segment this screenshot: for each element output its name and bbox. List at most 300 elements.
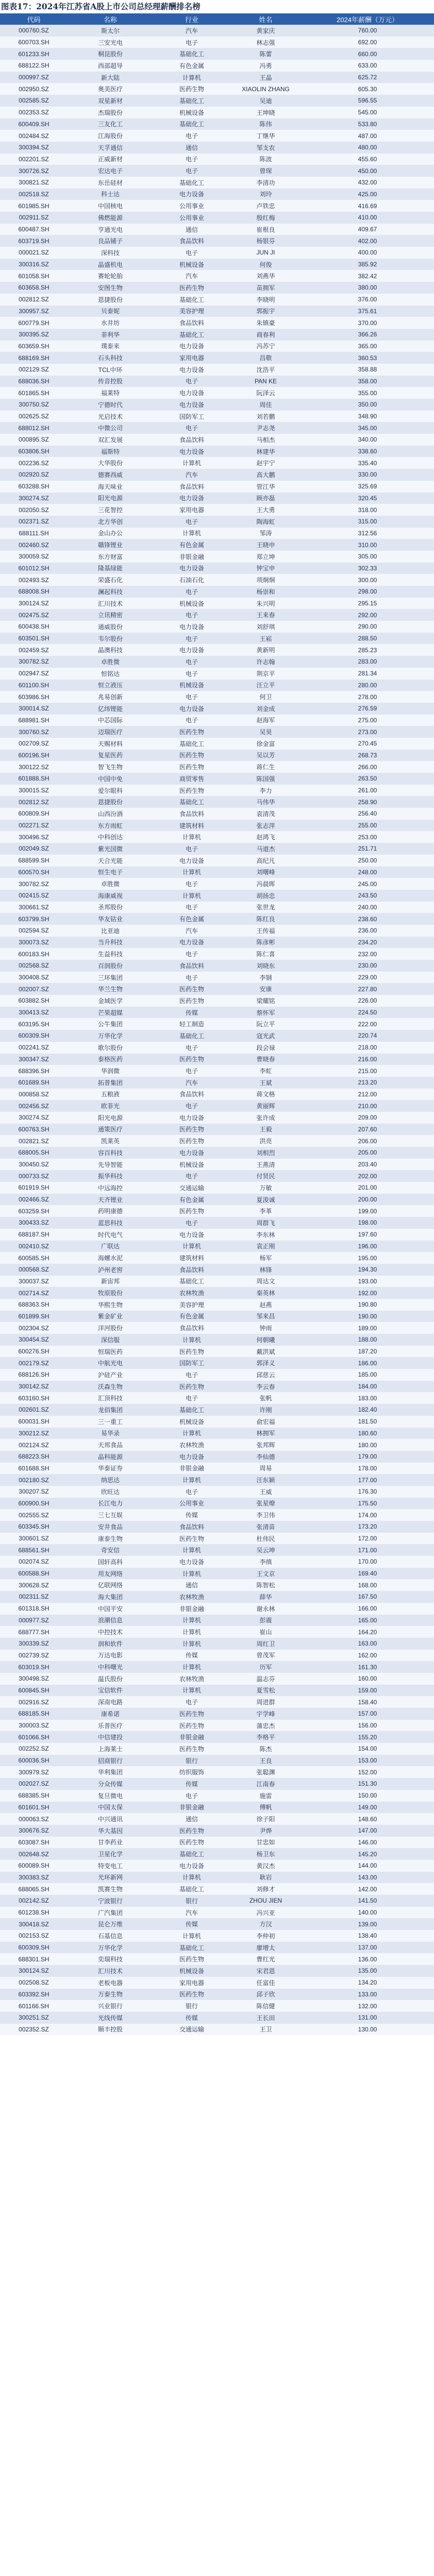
- cell-salary: 152.00: [358, 1768, 377, 1776]
- cell-name: 山西汾酒: [97, 810, 123, 818]
- cell-person: 郭泽义: [256, 1360, 275, 1367]
- cell-industry: 电子: [185, 39, 198, 46]
- cell-code: 600031.SH: [18, 1418, 49, 1426]
- cell-person: 刘相烈: [256, 1149, 275, 1157]
- table-row: [0, 1474, 434, 1486]
- cell-name: 昆仑万维: [97, 1921, 123, 1928]
- table-row: [0, 1357, 434, 1369]
- cell-code: 600036.SH: [18, 1757, 49, 1765]
- cell-salary: 151.30: [358, 1780, 377, 1788]
- cell-person: 秦英林: [256, 1290, 275, 1297]
- cell-salary: 134.20: [358, 1979, 377, 1987]
- cell-person: 管江华: [256, 483, 275, 490]
- cell-code: 002493.SZ: [19, 576, 49, 584]
- cell-salary: 545.00: [358, 109, 377, 116]
- table-row: [0, 2024, 434, 2036]
- cell-salary: 181.50: [358, 1418, 377, 1426]
- cell-code: 002508.SZ: [19, 1979, 49, 1987]
- cell-person: 张世龙: [256, 904, 275, 911]
- cell-salary: 330.00: [358, 471, 377, 479]
- cell-salary: 230.00: [358, 962, 377, 970]
- cell-name: 北方华创: [97, 518, 123, 526]
- cell-name: 芒果超媒: [97, 1009, 123, 1016]
- cell-salary: 165.00: [358, 1616, 377, 1624]
- cell-code: 600779.SH: [18, 319, 49, 327]
- cell-salary: 172.00: [358, 1535, 377, 1543]
- table-row: [0, 656, 434, 668]
- table-row: [0, 1498, 434, 1510]
- cell-industry: 医药生物: [179, 1991, 204, 1998]
- cell-salary: 186.00: [358, 1359, 377, 1367]
- cell-person: 王毅: [259, 1126, 272, 1133]
- cell-industry: 电力设备: [179, 565, 204, 572]
- cell-salary: 238.60: [358, 915, 377, 923]
- table-row: [0, 1556, 434, 1568]
- cell-salary: 195.00: [358, 1254, 377, 1262]
- cell-name: 天孚通信: [97, 144, 123, 151]
- cell-name: 东方雨虹: [97, 822, 123, 829]
- cell-salary: 206.00: [358, 1137, 377, 1145]
- cell-code: 300316.SZ: [19, 261, 49, 268]
- cell-person: 周群飞: [256, 1219, 275, 1227]
- cell-name: 科士达: [101, 191, 120, 198]
- cell-person: 甘忠如: [256, 1839, 275, 1846]
- cell-person: 蒲忠杰: [256, 1722, 275, 1730]
- table-row: [0, 1018, 434, 1030]
- table-row: [0, 867, 434, 878]
- cell-salary: 251.71: [358, 845, 377, 853]
- cell-name: 洋河股份: [97, 1325, 123, 1332]
- cell-code: 002916.SZ: [19, 1698, 49, 1706]
- cell-code: 601865.SH: [18, 389, 49, 397]
- cell-code: 300142.SZ: [19, 1383, 49, 1391]
- cell-industry: 汽车: [185, 1909, 198, 1917]
- cell-name: 纳思达: [101, 1477, 120, 1484]
- cell-industry: 电子: [185, 845, 198, 853]
- cell-industry: 基础化工: [179, 1886, 204, 1893]
- cell-person: 胡扬忠: [256, 892, 275, 900]
- table-row: [0, 434, 434, 446]
- cell-person: 赵鸿飞: [256, 834, 275, 841]
- cell-industry: 电子: [185, 156, 198, 163]
- cell-person: 施雷: [259, 1792, 272, 1800]
- cell-industry: 计算机: [182, 869, 201, 876]
- cell-person: 刘曙峰: [256, 869, 275, 876]
- cell-name: 中科曙光: [97, 1664, 123, 1671]
- cell-name: 老板电器: [97, 1979, 123, 1987]
- table-row: [0, 95, 434, 107]
- table-row: [0, 1766, 434, 1778]
- cell-industry: 电力设备: [179, 623, 204, 631]
- cell-person: 卢铁忠: [256, 202, 275, 210]
- cell-person: 冯勇: [259, 62, 272, 70]
- cell-name: 三七互娱: [97, 1512, 123, 1519]
- cell-industry: 农林牧渔: [179, 1290, 204, 1297]
- cell-name: 东岳硅材: [97, 179, 123, 187]
- table-row: [0, 1322, 434, 1334]
- cell-name: 当升科技: [97, 939, 123, 946]
- cell-industry: 食品饮料: [179, 1091, 204, 1098]
- cell-salary: 348.90: [358, 413, 377, 420]
- cell-salary: 276.59: [358, 705, 377, 713]
- cell-salary: 375.61: [358, 307, 377, 315]
- cell-code: 002459.SZ: [19, 646, 49, 654]
- table-row: [0, 189, 434, 200]
- cell-name: 天齐锂业: [97, 1196, 123, 1204]
- cell-salary: 232.00: [358, 950, 377, 958]
- cell-person: 李格平: [256, 1734, 275, 1741]
- cell-salary: 226.00: [358, 997, 377, 1005]
- cell-salary: 190.80: [358, 1301, 377, 1309]
- cell-salary: 255.00: [358, 822, 377, 829]
- table-row: [0, 411, 434, 422]
- cell-person: 王坤晓: [256, 109, 275, 116]
- cell-industry: 计算机: [182, 1629, 201, 1636]
- table-row: [0, 1205, 434, 1217]
- table-row: [0, 680, 434, 691]
- cell-name: 贝泰妮: [101, 308, 120, 315]
- cell-person: 蒋文格: [256, 1091, 275, 1098]
- cell-industry: 家用电器: [179, 506, 204, 514]
- table-row: [0, 528, 434, 539]
- cell-person: 吴迪: [259, 97, 272, 105]
- cell-salary: 236.00: [358, 927, 377, 935]
- cell-code: 002241.SZ: [19, 1044, 49, 1052]
- cell-salary: 142.00: [358, 1885, 377, 1893]
- cell-industry: 电力设备: [179, 366, 204, 374]
- cell-name: TCL中环: [98, 366, 123, 374]
- table-row: [0, 1837, 434, 1849]
- cell-code: 300251.SZ: [19, 2014, 49, 2022]
- cell-person: 曹晓春: [256, 1056, 275, 1063]
- table-row: [0, 25, 434, 37]
- table-row: [0, 1907, 434, 1919]
- table-row: [0, 703, 434, 715]
- cell-salary: 760.00: [358, 27, 377, 35]
- cell-industry: 计算机: [182, 892, 201, 900]
- table-row: [0, 446, 434, 457]
- cell-code: 002352.SZ: [19, 2025, 49, 2033]
- cell-person: 杜伟民: [256, 1535, 275, 1543]
- cell-code: 300073.SZ: [19, 938, 49, 946]
- cell-person: 刘玲: [259, 191, 272, 198]
- cell-person: 马伟华: [256, 799, 275, 806]
- cell-code: 688126.SH: [18, 1371, 49, 1379]
- cell-industry: 非银金融: [179, 1804, 204, 1811]
- cell-salary: 376.00: [358, 296, 377, 303]
- cell-name: 国轩高科: [97, 1558, 123, 1566]
- cell-code: 688981.SH: [18, 716, 49, 724]
- cell-name: 龙佰集团: [97, 1406, 123, 1414]
- cell-person: 曾琛: [259, 167, 272, 175]
- table-row: [0, 1685, 434, 1697]
- cell-industry: 非银金融: [179, 1734, 204, 1741]
- table-row: [0, 1451, 434, 1463]
- cell-code: 300601.SZ: [19, 1535, 49, 1543]
- cell-salary: 283.00: [358, 658, 377, 666]
- cell-code: 002271.SZ: [19, 822, 49, 829]
- table-row: [0, 1299, 434, 1311]
- cell-industry: 电力设备: [179, 1453, 204, 1461]
- cell-name: 中国太保: [97, 1804, 123, 1811]
- cell-industry: 医药生物: [179, 1056, 204, 1063]
- cell-code: 603882.SH: [18, 997, 49, 1005]
- cell-name: 华利集团: [97, 1769, 123, 1776]
- cell-salary: 360.53: [358, 354, 377, 362]
- cell-industry: 电子: [185, 658, 198, 666]
- cell-code: 603659.SH: [18, 342, 49, 350]
- cell-code: 600588.SH: [18, 1570, 49, 1578]
- cell-name: 传音控股: [97, 378, 123, 385]
- table-row: [0, 1953, 434, 1965]
- table-row: [0, 972, 434, 984]
- cell-salary: 432.00: [358, 179, 377, 187]
- cell-person: 宇学峰: [256, 1710, 275, 1718]
- cell-salary: 320.45: [358, 494, 377, 502]
- cell-industry: 食品饮料: [179, 1523, 204, 1531]
- cell-industry: 交通运输: [179, 1184, 204, 1192]
- cell-name: 中航光电: [97, 1360, 123, 1367]
- cell-industry: 美容护理: [179, 1301, 204, 1309]
- table-row: [0, 1615, 434, 1626]
- cell-name: 卓胜微: [101, 658, 120, 666]
- cell-industry: 医药生物: [179, 1956, 204, 1963]
- cell-person: 黄汉杰: [256, 1862, 275, 1870]
- cell-code: 002142.SZ: [19, 1897, 49, 1905]
- cell-salary: 202.00: [358, 1172, 377, 1180]
- table-row: [0, 1100, 434, 1112]
- cell-code: 300661.SZ: [19, 903, 49, 911]
- cell-name: 圣邦股份: [97, 904, 123, 911]
- cell-industry: 计算机: [182, 1640, 201, 1648]
- cell-name: 中微公司: [97, 425, 123, 432]
- cell-salary: 335.40: [358, 459, 377, 467]
- cell-name: 拓普集团: [97, 1079, 123, 1087]
- table-row: [0, 1872, 434, 1884]
- cell-salary: 164.20: [358, 1628, 377, 1636]
- cell-person: 戴洪斌: [256, 1348, 275, 1355]
- cell-industry: 电力设备: [179, 1231, 204, 1239]
- cell-industry: 医药生物: [179, 1348, 204, 1355]
- cell-salary: 169.40: [358, 1570, 377, 1578]
- cell-salary: 350.00: [358, 401, 377, 409]
- cell-salary: 162.00: [358, 1651, 377, 1659]
- cell-salary: 168.00: [358, 1581, 377, 1589]
- cell-industry: 基础化工: [179, 1032, 204, 1040]
- cell-name: 比亚迪: [101, 927, 120, 935]
- cell-name: 恒生电子: [97, 869, 123, 876]
- cell-salary: 145.20: [358, 1850, 377, 1858]
- cell-salary: 256.40: [358, 810, 377, 818]
- table-row: [0, 399, 434, 411]
- cell-person: 王晶: [259, 74, 272, 81]
- table-row: [0, 1942, 434, 1954]
- table-row: [0, 761, 434, 773]
- cell-code: 002027.SZ: [19, 1780, 49, 1788]
- cell-code: 600763.SH: [18, 1125, 49, 1133]
- cell-salary: 167.50: [358, 1593, 377, 1601]
- cell-industry: 食品饮料: [179, 319, 204, 327]
- table-row: [0, 1077, 434, 1089]
- cell-name: 招商银行: [97, 1757, 123, 1765]
- cell-salary: 358.00: [358, 377, 377, 385]
- table-row: [0, 890, 434, 902]
- cell-name: 亿联网络: [97, 1582, 123, 1589]
- cell-person: 昌敬: [259, 354, 272, 362]
- cell-name: 新大陆: [101, 74, 120, 81]
- cell-code: 300339.SZ: [19, 1640, 49, 1648]
- cell-industry: 计算机: [182, 1570, 201, 1578]
- cell-name: 广联达: [101, 1243, 120, 1250]
- cell-industry: 电子: [185, 1792, 198, 1800]
- cell-name: 宁波银行: [97, 1897, 123, 1905]
- cell-code: 688385.SH: [18, 1792, 49, 1800]
- table-row: [0, 270, 434, 282]
- table-row: [0, 960, 434, 972]
- cell-industry: 机械设备: [179, 261, 204, 268]
- cell-industry: 有色金属: [179, 916, 204, 923]
- cell-salary: 173.20: [358, 1523, 377, 1531]
- cell-salary: 402.00: [358, 237, 377, 245]
- cell-name: 分众传媒: [97, 1780, 123, 1788]
- table-row: [0, 294, 434, 306]
- cell-name: 康希诺: [101, 1710, 120, 1718]
- cell-name: 大华股份: [97, 460, 123, 467]
- cell-industry: 通信: [185, 226, 198, 233]
- cell-person: ZHOU JIEN: [249, 1897, 282, 1905]
- cell-salary: 596.55: [358, 97, 377, 105]
- cell-industry: 有色金属: [179, 1196, 204, 1204]
- table-row: [0, 1194, 434, 1206]
- cell-code: 002585.SZ: [19, 97, 49, 105]
- cell-code: 002304.SZ: [19, 1324, 49, 1332]
- cell-person: 彭震: [259, 1617, 272, 1624]
- cell-salary: 358.88: [358, 366, 377, 374]
- cell-name: 泰格医药: [97, 1056, 123, 1063]
- cell-person: 邹支农: [256, 144, 275, 151]
- cell-code: 603195.SH: [18, 1020, 49, 1028]
- cell-name: 奕瑞科技: [97, 1956, 123, 1963]
- cell-industry: 传媒: [185, 1512, 198, 1519]
- cell-salary: 240.00: [358, 903, 377, 911]
- table-row: [0, 1533, 434, 1545]
- cell-name: 浪潮信息: [97, 1617, 123, 1624]
- cell-industry: 有色金属: [179, 62, 204, 70]
- cell-code: 688111.SH: [19, 529, 49, 537]
- cell-name: 中控技术: [97, 1629, 123, 1636]
- cell-name: 金山办公: [97, 530, 123, 537]
- cell-code: 300782.SZ: [19, 658, 49, 666]
- cell-industry: 交通运输: [179, 2026, 204, 2033]
- cell-code: 002460.SZ: [19, 541, 49, 549]
- cell-code: 688065.SH: [18, 1885, 49, 1893]
- cell-code: 300676.SZ: [19, 1827, 49, 1835]
- cell-person: 刘修才: [256, 1886, 275, 1893]
- cell-person: 李虹: [259, 1067, 272, 1075]
- cell-salary: 178.00: [358, 1464, 377, 1472]
- cell-code: 601238.SH: [18, 1909, 49, 1917]
- cell-name: 海大集团: [97, 1593, 123, 1601]
- cell-code: 688008.SH: [18, 588, 49, 596]
- table-row: [0, 118, 434, 130]
- cell-name: 复星医药: [97, 752, 123, 759]
- cell-salary: 156.00: [358, 1722, 377, 1730]
- table-row: [0, 1054, 434, 1065]
- table-row: [0, 1159, 434, 1171]
- cell-name: 康泰生物: [97, 1535, 123, 1543]
- cell-salary: 385.92: [358, 261, 377, 268]
- cell-name: 易华录: [101, 1430, 120, 1437]
- cell-name: 卫星化学: [97, 1851, 123, 1858]
- cell-person: 吴云坤: [256, 1547, 275, 1554]
- cell-person: 安康: [259, 986, 272, 993]
- cell-salary: 201.00: [358, 1184, 377, 1192]
- cell-name: 百润股份: [97, 962, 123, 970]
- cell-code: 688223.SH: [18, 1453, 49, 1461]
- cell-name: 佛燃能源: [97, 214, 123, 222]
- cell-person: 杨崇和: [256, 588, 275, 596]
- cell-code: 688599.SH: [18, 857, 49, 865]
- cell-name: 澜起科技: [97, 588, 123, 596]
- table-row: [0, 1661, 434, 1673]
- table-row: [0, 1042, 434, 1054]
- table-row: [0, 259, 434, 270]
- table-row: [0, 843, 434, 855]
- table-row: [0, 1147, 434, 1159]
- cell-code: 300750.SZ: [19, 401, 49, 409]
- cell-code: 600570.SH: [18, 868, 49, 876]
- cell-code: 002456.SZ: [19, 1102, 49, 1110]
- cell-name: 天邦食品: [97, 1442, 123, 1449]
- cell-name: 双星新材: [97, 97, 123, 105]
- cell-salary: 155.20: [358, 1733, 377, 1741]
- cell-salary: 243.50: [358, 892, 377, 900]
- cell-code: 603719.SH: [18, 237, 49, 245]
- cell-code: 601318.SH: [18, 1605, 49, 1613]
- cell-person: 高大鹏: [256, 471, 275, 479]
- cell-person: 付贤民: [256, 1173, 275, 1180]
- cell-salary: 268.73: [358, 751, 377, 759]
- cell-industry: 电子: [185, 1067, 198, 1075]
- table-row: [0, 224, 434, 235]
- table-body: [0, 25, 434, 2035]
- table-row: [0, 668, 434, 680]
- cell-name: 阳光电源: [97, 495, 123, 502]
- cell-code: 300347.SZ: [19, 1055, 49, 1063]
- cell-person: 陈信健: [256, 2003, 275, 2010]
- table-row: [0, 516, 434, 528]
- cell-name: 恩捷股份: [97, 296, 123, 303]
- cell-name: 紫金矿业: [97, 1313, 123, 1320]
- header-person: 姓名: [259, 15, 273, 24]
- cell-industry: 基础化工: [179, 1944, 204, 1952]
- cell-salary: 131.00: [358, 2014, 377, 2022]
- cell-person: JUN JI: [256, 249, 275, 257]
- cell-name: 三花智控: [97, 506, 123, 514]
- cell-name: 华泰证券: [97, 1465, 123, 1472]
- table-row: [0, 107, 434, 118]
- cell-code: 688169.SH: [18, 354, 49, 362]
- cell-person: 周易: [259, 1465, 272, 1472]
- table-row: [0, 1696, 434, 1708]
- cell-industry: 电子: [185, 132, 198, 140]
- cell-code: 002475.SZ: [19, 611, 49, 619]
- cell-industry: 电子: [185, 378, 198, 385]
- cell-code: 603259.SH: [18, 1207, 49, 1215]
- cell-name: 赛轮轮胎: [97, 273, 123, 280]
- cell-industry: 医药生物: [179, 86, 204, 93]
- cell-name: 万华化学: [97, 1944, 123, 1952]
